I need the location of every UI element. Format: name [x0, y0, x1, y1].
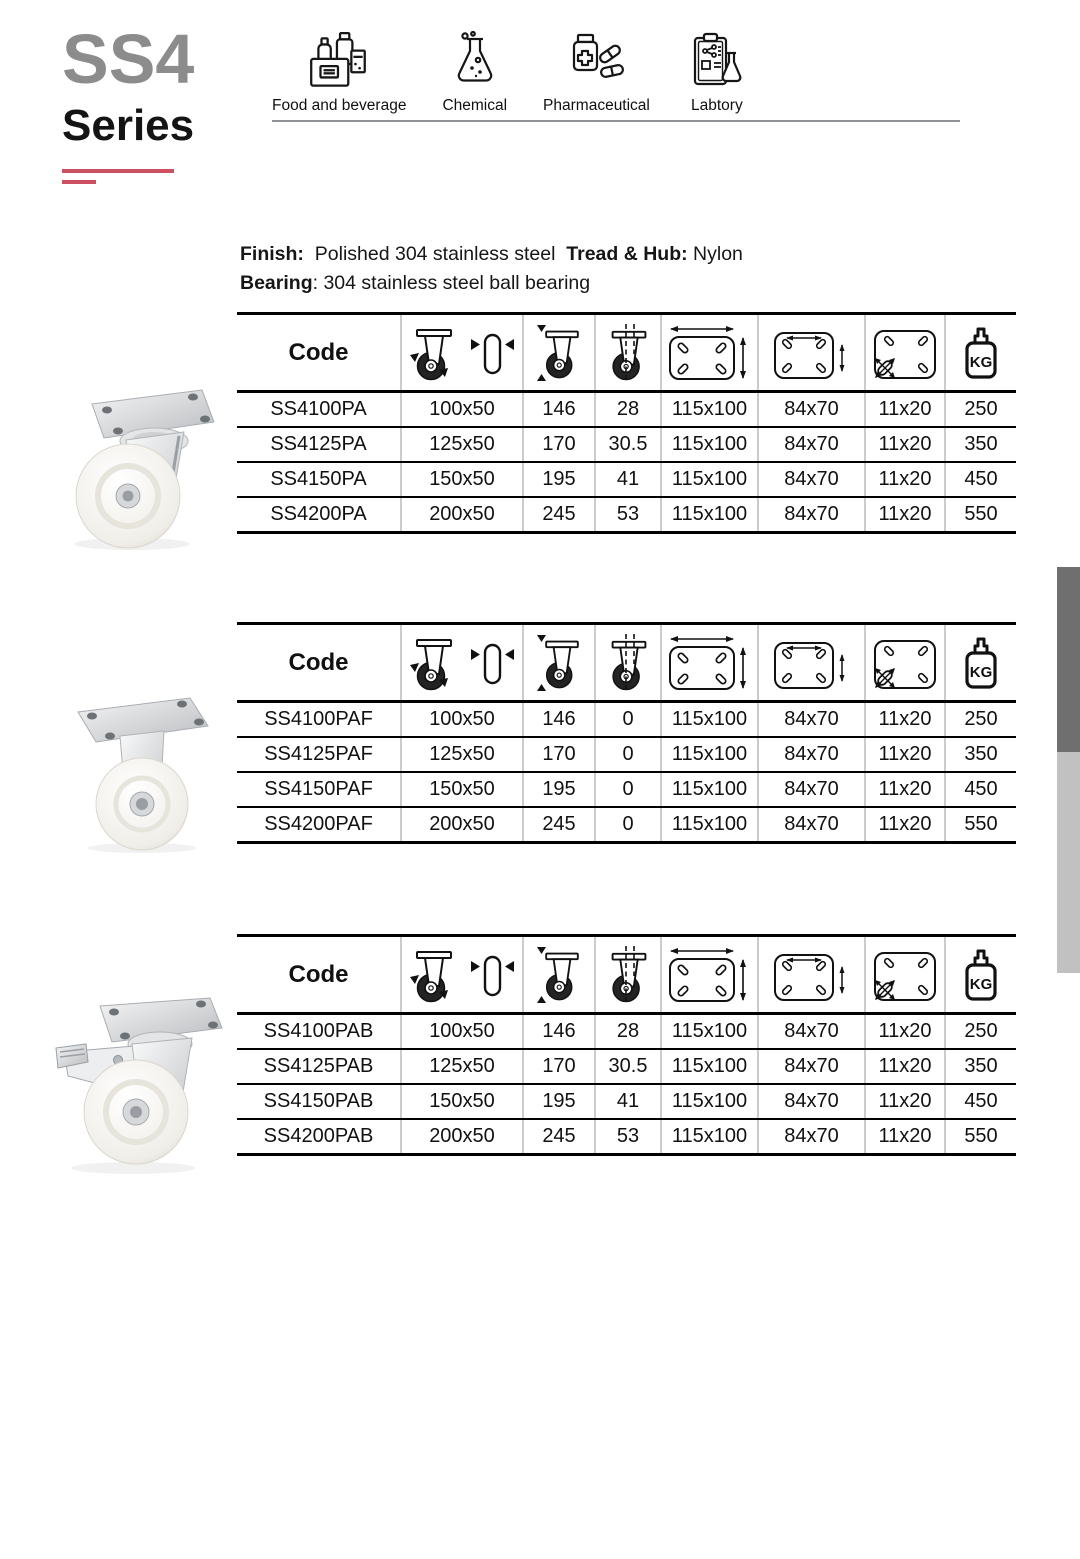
value-cell: 245	[523, 1119, 595, 1155]
value-cell: 41	[595, 462, 661, 497]
value-cell: 150x50	[401, 462, 523, 497]
col-swivel-offset	[595, 936, 661, 1014]
plate-size-icon	[667, 946, 753, 1004]
finish-label: Finish:	[240, 243, 304, 265]
col-load-capacity	[945, 314, 1016, 392]
value-cell: 115x100	[661, 497, 758, 533]
code-cell: SS4100PA	[237, 392, 401, 428]
code-cell: SS4200PAF	[237, 807, 401, 843]
mounting-height-icon	[536, 324, 582, 382]
value-cell: 200x50	[401, 497, 523, 533]
value-cell: 84x70	[758, 1084, 865, 1119]
col-mounting-height	[523, 314, 595, 392]
load-capacity-kg-icon	[961, 324, 1001, 382]
value-cell: 350	[945, 427, 1016, 462]
value-cell: 170	[523, 1049, 595, 1084]
labtory-icon	[686, 30, 748, 94]
value-cell: 41	[595, 1084, 661, 1119]
value-cell: 450	[945, 772, 1016, 807]
category-label: Labtory	[691, 97, 743, 114]
value-cell: 250	[945, 1014, 1016, 1050]
value-cell: 115x100	[661, 772, 758, 807]
wheel-size-icon	[408, 634, 516, 692]
table-row	[237, 807, 1016, 843]
accent-line-long	[62, 169, 174, 173]
value-cell: 125x50	[401, 737, 523, 772]
value-cell: 115x100	[661, 1014, 758, 1050]
value-cell: 11x20	[865, 737, 945, 772]
value-cell: 195	[523, 772, 595, 807]
value-cell: 115x100	[661, 737, 758, 772]
material-specs	[240, 240, 743, 298]
food-and-beverage-icon	[304, 30, 374, 94]
value-cell: 115x100	[661, 1084, 758, 1119]
value-cell: 84x70	[758, 392, 865, 428]
table-row	[237, 1049, 1016, 1084]
value-cell: 245	[523, 497, 595, 533]
value-cell: 115x100	[661, 392, 758, 428]
col-wheel-size	[401, 624, 523, 702]
col-wheel-size	[401, 936, 523, 1014]
col-plate-size	[661, 936, 758, 1014]
value-cell: 245	[523, 807, 595, 843]
value-cell: 550	[945, 1119, 1016, 1155]
category-label: Pharmaceutical	[543, 97, 650, 114]
finish-value: Polished 304 stainless steel	[314, 243, 556, 265]
category-label: Chemical	[442, 97, 508, 114]
value-cell: 125x50	[401, 427, 523, 462]
value-cell: 115x100	[661, 462, 758, 497]
bolt-hole-size-icon	[868, 634, 942, 692]
product-image-swivel-caster	[52, 378, 230, 556]
value-cell: 100x50	[401, 1014, 523, 1050]
value-cell: 11x20	[865, 1119, 945, 1155]
chemical-icon	[447, 30, 503, 94]
value-cell: 150x50	[401, 772, 523, 807]
load-capacity-kg-icon	[961, 634, 1001, 692]
value-cell: 170	[523, 427, 595, 462]
value-cell: 11x20	[865, 772, 945, 807]
code-cell: SS4200PAB	[237, 1119, 401, 1155]
value-cell: 550	[945, 497, 1016, 533]
product-image-fixed-caster	[56, 684, 226, 856]
value-cell: 84x70	[758, 737, 865, 772]
load-capacity-kg-icon	[961, 946, 1001, 1004]
page-edge-bar-dark	[1057, 567, 1080, 752]
category-chemical	[442, 30, 507, 115]
value-cell: 53	[595, 1119, 661, 1155]
value-cell: 195	[523, 462, 595, 497]
col-bolt-hole-size	[865, 936, 945, 1014]
value-cell: 28	[595, 1014, 661, 1050]
value-cell: 11x20	[865, 807, 945, 843]
col-load-capacity	[945, 624, 1016, 702]
code-cell: SS4125PAB	[237, 1049, 401, 1084]
swivel-offset-icon	[605, 324, 651, 382]
table-row	[237, 427, 1016, 462]
value-cell: 146	[523, 392, 595, 428]
value-cell: 84x70	[758, 497, 865, 533]
col-bolt-hole-spacing	[758, 936, 865, 1014]
value-cell: 350	[945, 1049, 1016, 1084]
table-body	[237, 702, 1016, 843]
code-cell: SS4125PAF	[237, 737, 401, 772]
value-cell: 84x70	[758, 807, 865, 843]
value-cell: 53	[595, 497, 661, 533]
series-code: SS4	[62, 20, 195, 98]
spec-table-fixed	[237, 622, 1016, 844]
bolt-hole-spacing-icon	[772, 946, 852, 1004]
bolt-hole-spacing-icon	[772, 634, 852, 692]
category-labtory	[686, 30, 748, 115]
value-cell: 84x70	[758, 702, 865, 738]
code-column-header: Code	[237, 936, 401, 1014]
table-row	[237, 737, 1016, 772]
table-row	[237, 1119, 1016, 1155]
value-cell: 11x20	[865, 427, 945, 462]
code-cell: SS4150PAB	[237, 1084, 401, 1119]
pharmaceutical-icon	[561, 30, 631, 94]
table-row	[237, 772, 1016, 807]
code-column-header: Code	[237, 624, 401, 702]
col-bolt-hole-spacing	[758, 314, 865, 392]
value-cell: 0	[595, 807, 661, 843]
value-cell: 11x20	[865, 1084, 945, 1119]
value-cell: 115x100	[661, 427, 758, 462]
code-cell: SS4100PAB	[237, 1014, 401, 1050]
series-name: Series	[62, 101, 195, 150]
spec-table-brake	[237, 934, 1016, 1156]
value-cell: 11x20	[865, 497, 945, 533]
category-food-and-beverage	[272, 30, 406, 115]
value-cell: 450	[945, 1084, 1016, 1119]
value-cell: 200x50	[401, 1119, 523, 1155]
value-cell: 100x50	[401, 702, 523, 738]
code-cell: SS4200PA	[237, 497, 401, 533]
tread-hub-label: Tread & Hub:	[566, 243, 688, 265]
value-cell: 115x100	[661, 702, 758, 738]
col-load-capacity	[945, 936, 1016, 1014]
value-cell: 84x70	[758, 1049, 865, 1084]
value-cell: 125x50	[401, 1049, 523, 1084]
code-cell: SS4150PAF	[237, 772, 401, 807]
table-row	[237, 462, 1016, 497]
col-bolt-hole-size	[865, 314, 945, 392]
col-bolt-hole-spacing	[758, 624, 865, 702]
plate-size-icon	[667, 324, 753, 382]
col-plate-size	[661, 314, 758, 392]
table-body	[237, 392, 1016, 533]
value-cell: 11x20	[865, 1014, 945, 1050]
value-cell: 170	[523, 737, 595, 772]
value-cell: 195	[523, 1084, 595, 1119]
series-title-block	[62, 20, 195, 184]
value-cell: 30.5	[595, 1049, 661, 1084]
value-cell: 146	[523, 1014, 595, 1050]
value-cell: 450	[945, 462, 1016, 497]
value-cell: 550	[945, 807, 1016, 843]
value-cell: 11x20	[865, 462, 945, 497]
col-wheel-size	[401, 314, 523, 392]
col-mounting-height	[523, 624, 595, 702]
value-cell: 146	[523, 702, 595, 738]
value-cell: 84x70	[758, 1014, 865, 1050]
col-swivel-offset	[595, 624, 661, 702]
mounting-height-icon	[536, 946, 582, 1004]
value-cell: 150x50	[401, 1084, 523, 1119]
value-cell: 350	[945, 737, 1016, 772]
value-cell: 11x20	[865, 702, 945, 738]
col-mounting-height	[523, 936, 595, 1014]
value-cell: 115x100	[661, 807, 758, 843]
spec-table-swivel	[237, 312, 1016, 534]
col-swivel-offset	[595, 314, 661, 392]
application-categories	[272, 30, 960, 122]
plate-size-icon	[667, 634, 753, 692]
bearing-value: : 304 stainless steel ball bearing	[312, 272, 591, 294]
value-cell: 250	[945, 702, 1016, 738]
value-cell: 200x50	[401, 807, 523, 843]
mounting-height-icon	[536, 634, 582, 692]
spec-line-2	[240, 269, 743, 298]
value-cell: 11x20	[865, 1049, 945, 1084]
value-cell: 84x70	[758, 462, 865, 497]
swivel-offset-icon	[605, 946, 651, 1004]
value-cell: 250	[945, 392, 1016, 428]
col-plate-size	[661, 624, 758, 702]
category-label: Food and beverage	[272, 97, 407, 114]
value-cell: 28	[595, 392, 661, 428]
table-row	[237, 702, 1016, 738]
value-cell: 11x20	[865, 392, 945, 428]
value-cell: 115x100	[661, 1049, 758, 1084]
value-cell: 84x70	[758, 1119, 865, 1155]
product-image-brake-caster	[28, 988, 233, 1178]
table-row	[237, 1014, 1016, 1050]
value-cell: 0	[595, 702, 661, 738]
table-row	[237, 392, 1016, 428]
category-pharmaceutical	[543, 30, 650, 115]
table-row	[237, 1084, 1016, 1119]
swivel-offset-icon	[605, 634, 651, 692]
bolt-hole-size-icon	[868, 946, 942, 1004]
page-edge-bar-light	[1057, 752, 1080, 973]
value-cell: 84x70	[758, 427, 865, 462]
code-column-header: Code	[237, 314, 401, 392]
table-body	[237, 1014, 1016, 1155]
bolt-hole-size-icon	[868, 324, 942, 382]
value-cell: 0	[595, 772, 661, 807]
value-cell: 115x100	[661, 1119, 758, 1155]
code-cell: SS4100PAF	[237, 702, 401, 738]
col-bolt-hole-size	[865, 624, 945, 702]
bolt-hole-spacing-icon	[772, 324, 852, 382]
table-row	[237, 497, 1016, 533]
wheel-size-icon	[408, 946, 516, 1004]
value-cell: 30.5	[595, 427, 661, 462]
value-cell: 0	[595, 737, 661, 772]
spec-line-1	[240, 240, 743, 269]
tread-hub-value: Nylon	[693, 243, 743, 265]
value-cell: 84x70	[758, 772, 865, 807]
value-cell: 100x50	[401, 392, 523, 428]
bearing-label: Bearing	[240, 272, 313, 294]
wheel-size-icon	[408, 324, 516, 382]
code-cell: SS4125PA	[237, 427, 401, 462]
code-cell: SS4150PA	[237, 462, 401, 497]
accent-line-short	[62, 180, 96, 184]
